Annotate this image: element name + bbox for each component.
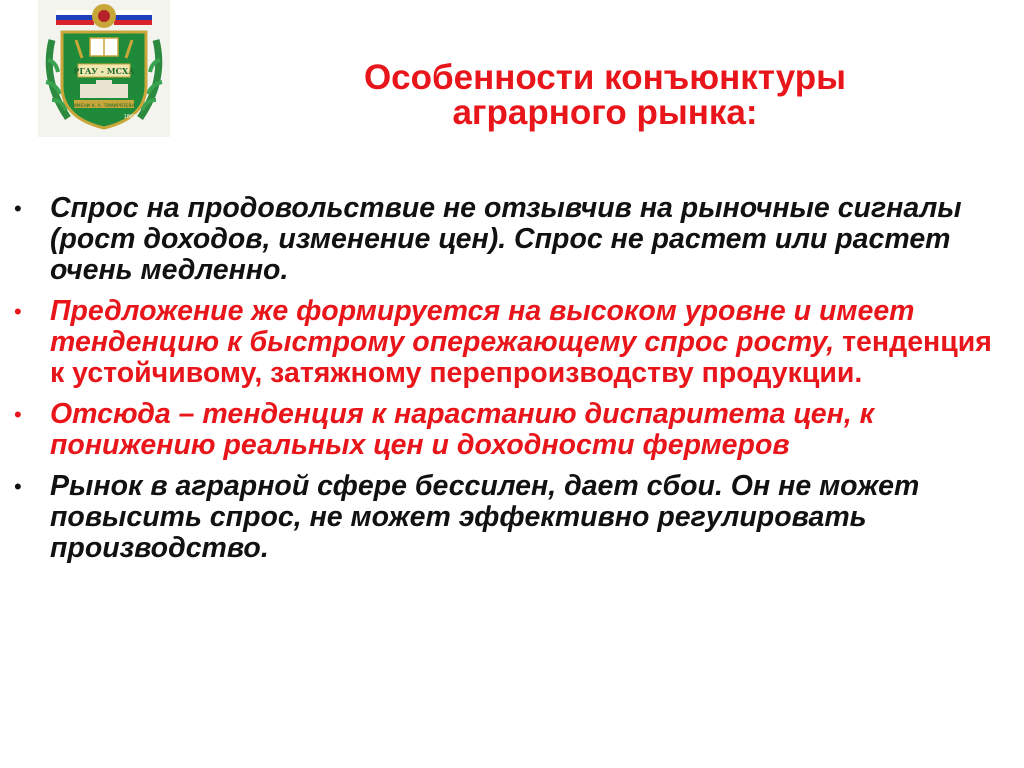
title-line-1: Особенности конъюнктуры	[363, 58, 847, 97]
bullet-item-1	[14, 193, 1014, 286]
logo-text-top: РГАУ - МСХА	[73, 66, 135, 76]
bullet-text-1: Спрос на продовольствие не отзывчив на рыночные сигналы (рост доходов, изменение цен). Спрос не растет или растет очень медленно.	[50, 192, 962, 286]
bullet-marker: •	[14, 299, 22, 324]
bullet-text-2b: тенденция к устойчивому, затяжному перепроизводству продукции.	[50, 326, 992, 389]
bullet-item-2	[14, 296, 1014, 389]
logo-year: 1865	[123, 114, 137, 120]
bullet-marker: •	[14, 196, 22, 221]
logo-text-bottom: ИМЕНИ К. А. ТИМИРЯЗЕВА	[73, 104, 135, 109]
bullet-text-4: Рынок в аграрной сфере бессилен, дает сбои. Он не может повысить спрос, не может эффективно регулировать производство.	[50, 470, 920, 564]
bullet-marker: •	[14, 474, 22, 499]
title-line-2: аграрного рынка:	[452, 93, 758, 132]
bullet-text-3: Отсюда – тенденция к нарастанию диспаритета цен, к понижению реальных цен и доходности фермеров	[50, 398, 875, 461]
bullet-item-4	[14, 471, 1014, 564]
university-logo	[38, 0, 170, 137]
bullet-marker: •	[14, 402, 22, 427]
bullet-list	[14, 193, 1014, 574]
bullet-text-2a: Предложение же формируется на высоком уровне и имеет тенденцию к быстрому опережающему спрос росту,	[50, 295, 915, 358]
bullet-item-3	[14, 399, 1014, 461]
slide-title	[250, 60, 960, 130]
